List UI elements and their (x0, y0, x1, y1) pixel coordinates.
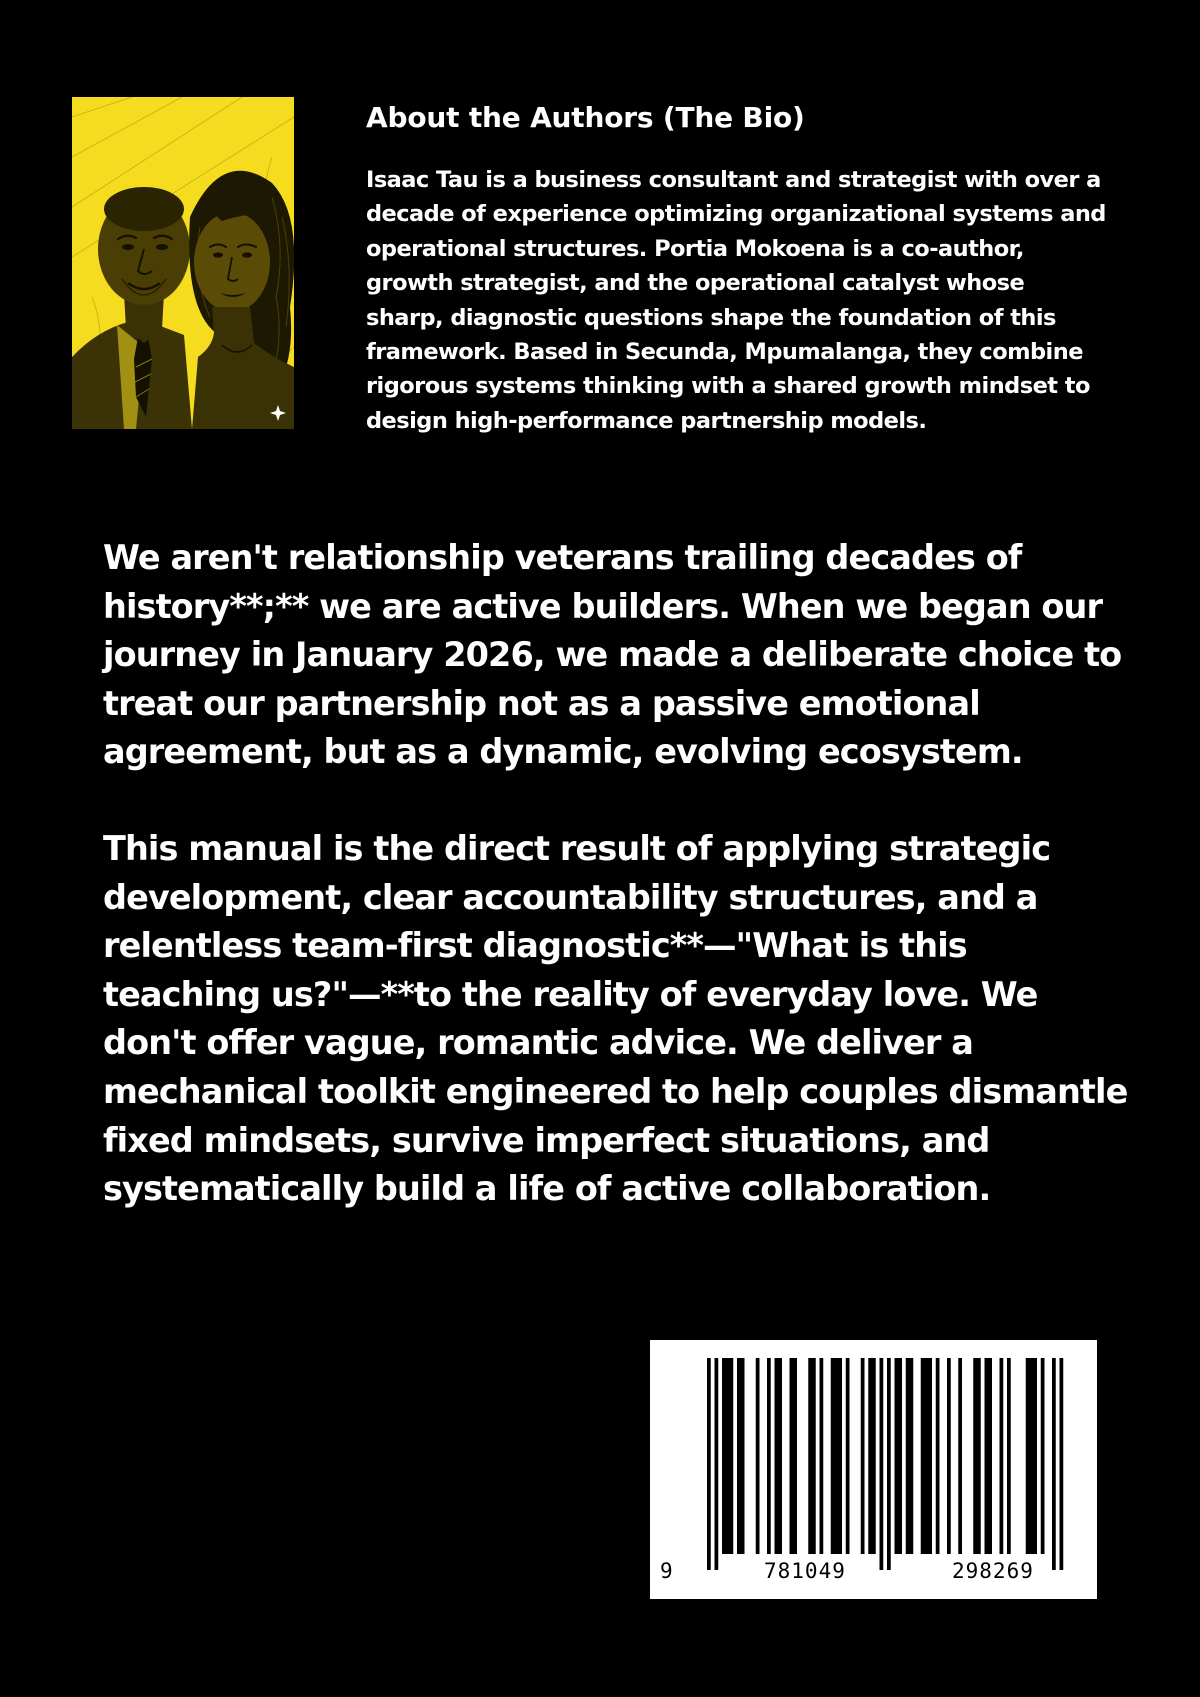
barcode-bar (846, 1358, 850, 1554)
barcode-guard-bar (707, 1358, 711, 1570)
blurb-paragraph-1: We aren't relationship veterans trailing decades of history**;** we are active builders. When we began our journey in January 2026, we made a deliberate choice to treat our partnership not as a passive emotional agreement, but as a dynamic, evolving ecosystem. (103, 538, 1122, 772)
author-portrait (72, 97, 294, 429)
bio-text: Isaac Tau is a business consultant and strategist with over a decade of experience optimizing organizational systems and operational structures. Portia Mokoena is a co-author, growth strategist, and the operational catalyst whose sharp, diagnostic questions shape the foundation of this framework. Based in Secunda, Mpumalanga, they combine rigorous systems thinking with a shared growth mindset to design high-performance partnership models. (366, 167, 1106, 434)
author-portrait-illustration (72, 97, 294, 429)
barcode-guard-bar (887, 1358, 891, 1570)
barcode-bar (775, 1358, 783, 1554)
barcode-bar (936, 1358, 940, 1554)
barcode-bar (767, 1358, 771, 1554)
isbn-barcode (650, 1340, 1097, 1599)
barcode-guard-bar (1052, 1358, 1056, 1570)
barcode-bar (985, 1358, 993, 1554)
back-cover-blurb (103, 534, 1133, 1214)
barcode-lead-digit: 9 (660, 1559, 674, 1583)
barcode-bar (1041, 1358, 1045, 1554)
barcode-bar (1007, 1358, 1011, 1554)
barcode-bar (790, 1358, 798, 1554)
barcode-bar (820, 1358, 824, 1554)
barcode-bar (958, 1358, 962, 1554)
barcode-left-digits: 781049 (764, 1559, 846, 1583)
blurb-paragraph-2: This manual is the direct result of applying strategic development, clear accountability structures, and a relentless team-first diagnostic**—"What is this teaching us?"—**to the reality of everyday love. We don't offer vague, romantic advice. We deliver a mechanical toolkit engineered to help couples dismantle fixed mindsets, survive imperfect situations, and systematically build a life of active collaboration. (103, 828, 1128, 1209)
barcode-bar (756, 1358, 760, 1554)
bio-heading: About the Authors (The Bio) (366, 101, 805, 134)
barcode-bar (868, 1358, 876, 1554)
barcode-bar (1000, 1358, 1004, 1554)
barcode-bar (973, 1358, 981, 1554)
barcode-bar (722, 1358, 733, 1554)
barcode-bar (906, 1358, 914, 1554)
barcode-bar (831, 1358, 842, 1554)
barcode-bar (861, 1358, 865, 1554)
barcode-bar (947, 1358, 951, 1554)
barcode-bar (808, 1358, 816, 1554)
barcode-right-digits: 298269 (952, 1559, 1034, 1583)
barcode-bar (921, 1358, 932, 1554)
barcode-guard-bar (1060, 1358, 1064, 1570)
barcode-bar (895, 1358, 903, 1554)
barcode-bar (737, 1358, 745, 1554)
barcode-guard-bar (715, 1358, 719, 1570)
barcode-bar (1026, 1358, 1037, 1554)
barcode-guard-bar (880, 1358, 884, 1570)
